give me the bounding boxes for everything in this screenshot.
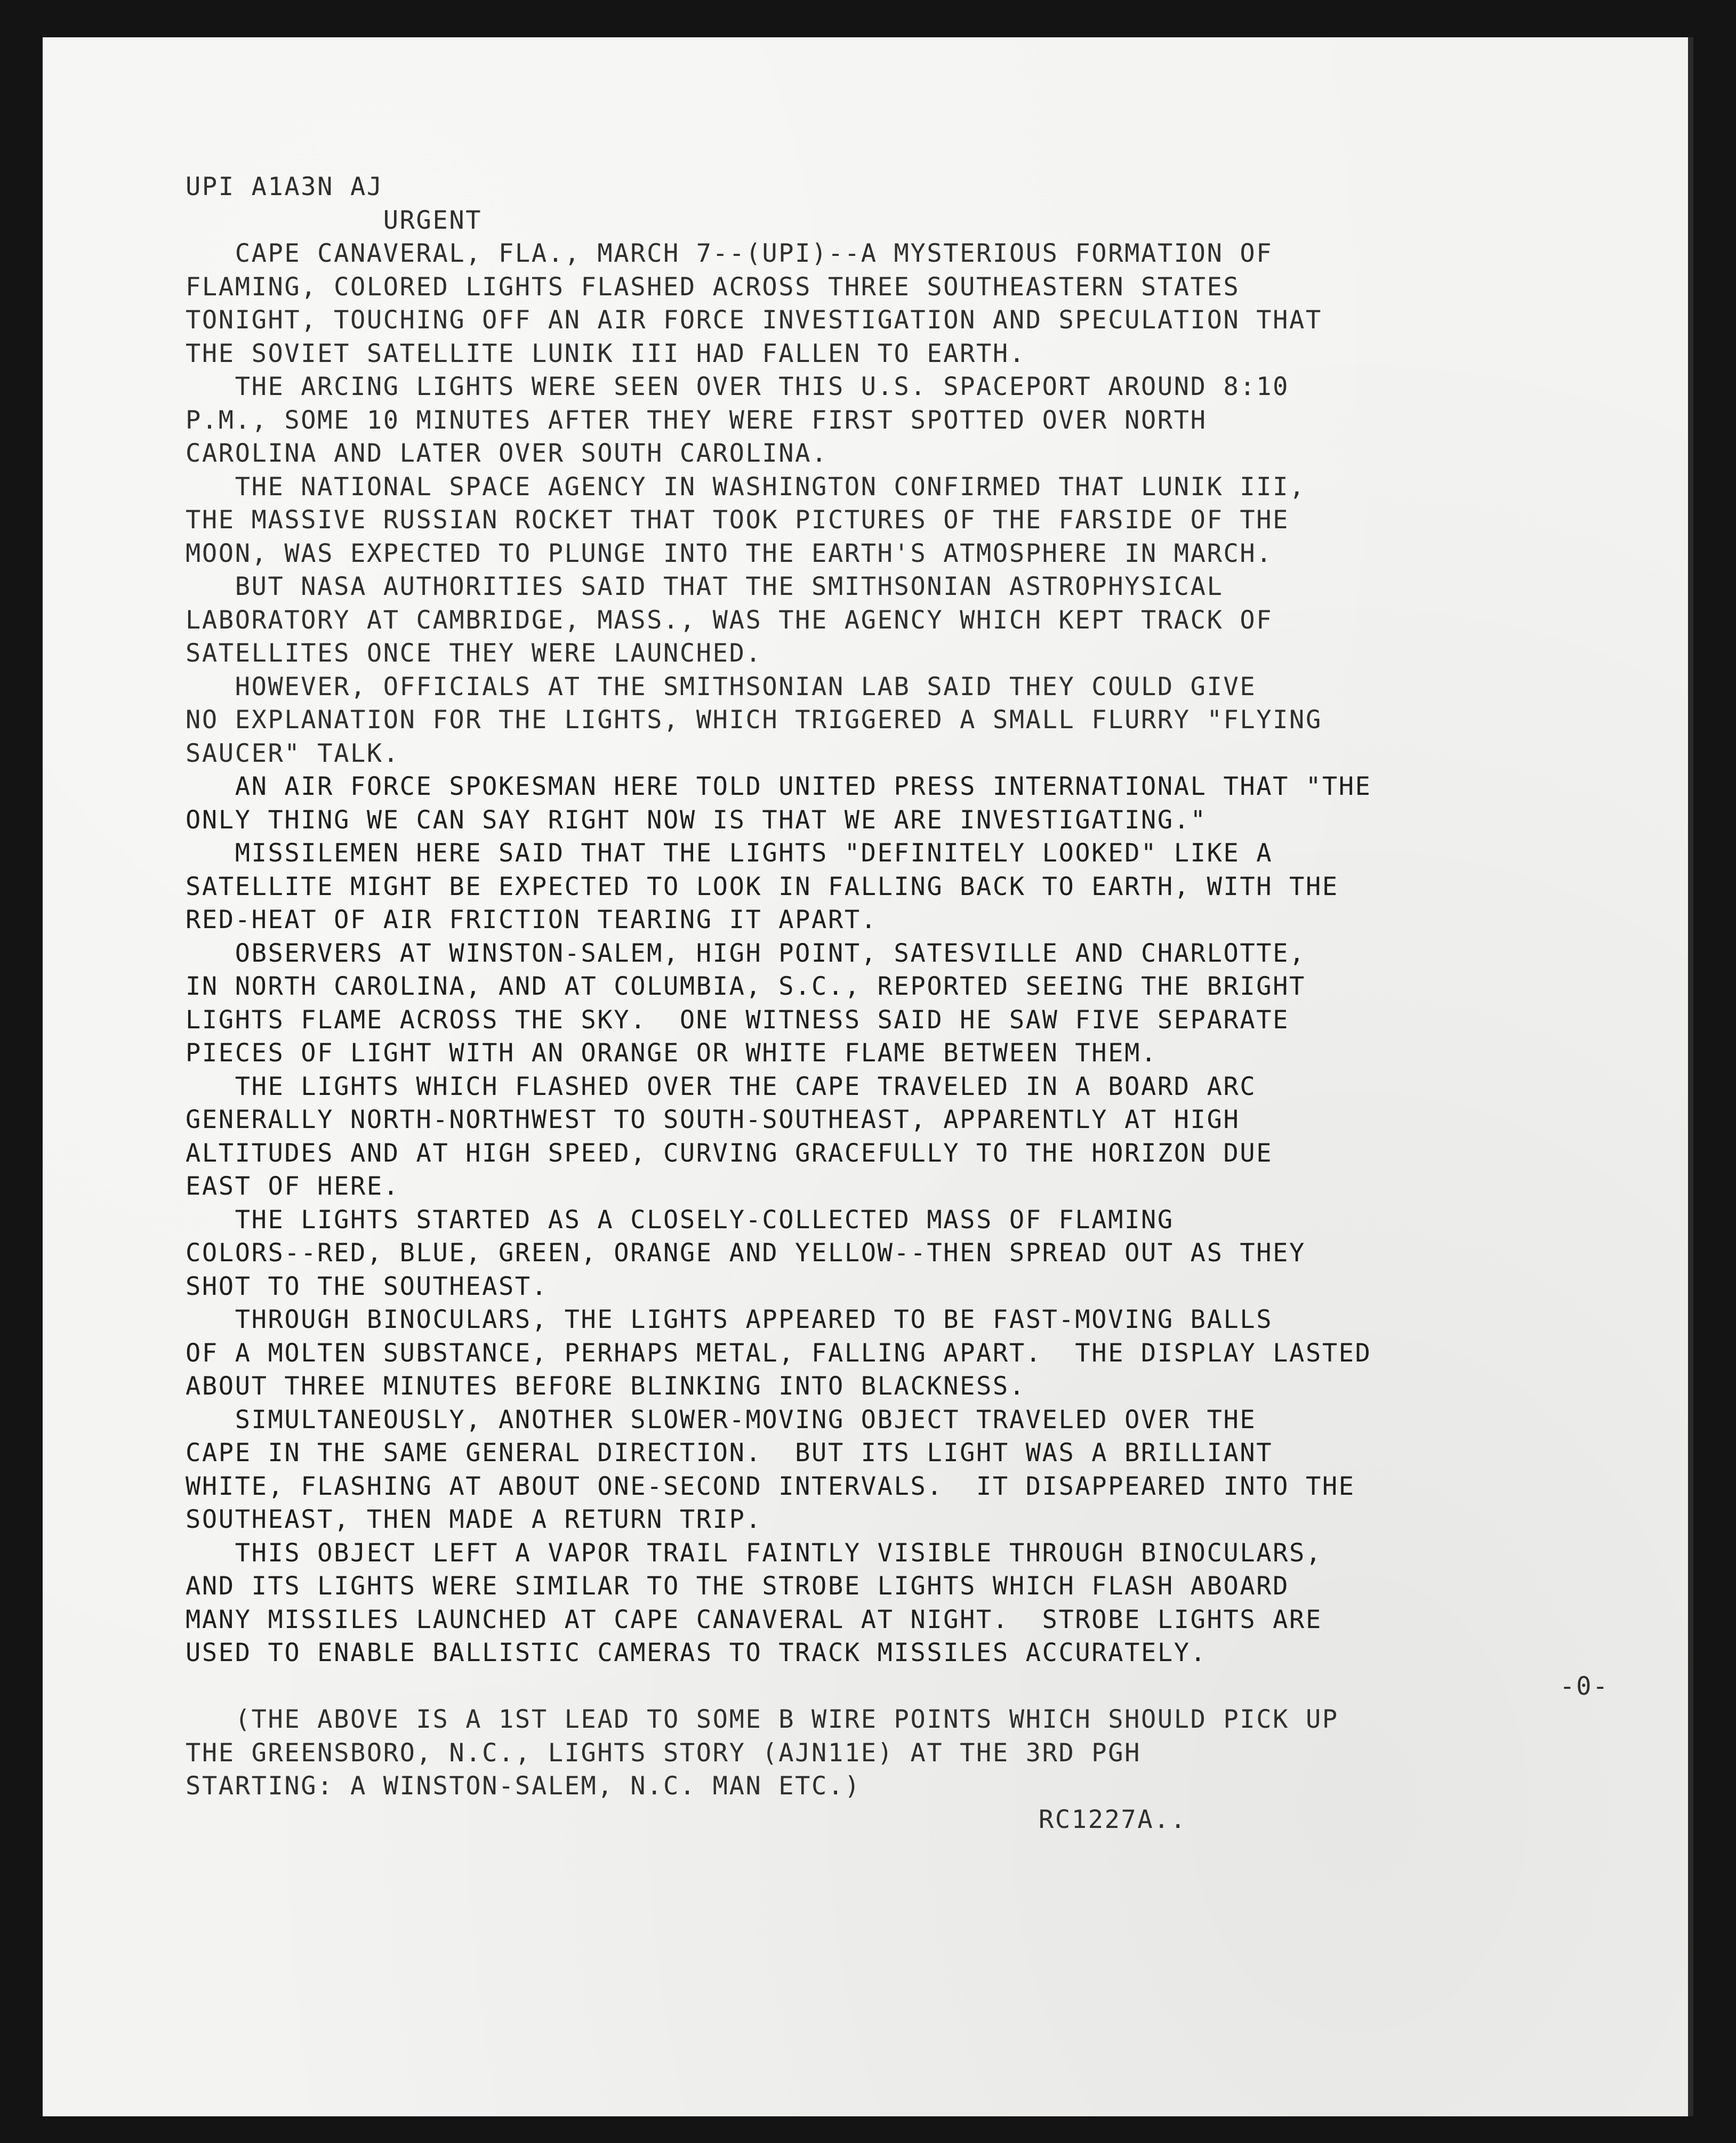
story-line: GENERALLY NORTH-NORTHWEST TO SOUTH-SOUTHEAST, APPARENTLY AT HIGH [186, 1105, 1240, 1134]
story-line: HOWEVER, OFFICIALS AT THE SMITHSONIAN LAB SAID THEY COULD GIVE [186, 672, 1257, 702]
story-body [186, 237, 1678, 1670]
priority-label: URGENT [186, 205, 483, 235]
story-line: MISSILEMEN HERE SAID THAT THE LIGHTS "DEFINITELY LOOKED" LIKE A [186, 839, 1273, 868]
story-line: THE LIGHTS STARTED AS A CLOSELY-COLLECTED MASS OF FLAMING [186, 1205, 1174, 1235]
story-line: COLORS--RED, BLUE, GREEN, ORANGE AND YELLOW--THEN SPREAD OUT AS THEY [186, 1238, 1306, 1268]
editor-note-line: STARTING: A WINSTON-SALEM, N.C. MAN ETC.) [186, 1771, 861, 1801]
story-line: PIECES OF LIGHT WITH AN ORANGE OR WHITE FLAME BETWEEN THEM. [186, 1038, 1158, 1068]
story-line: ALTITUDES AND AT HIGH SPEED, CURVING GRACEFULLY TO THE HORIZON DUE [186, 1138, 1273, 1168]
story-line: CAPE IN THE SAME GENERAL DIRECTION. BUT ITS LIGHT WAS A BRILLIANT [186, 1438, 1273, 1468]
story-line: MANY MISSILES LAUNCHED AT CAPE CANAVERAL AT NIGHT. STROBE LIGHTS ARE [186, 1605, 1322, 1634]
teletype-sheet [43, 37, 1693, 2116]
story-line: OBSERVERS AT WINSTON-SALEM, HIGH POINT, SATESVILLE AND CHARLOTTE, [186, 938, 1306, 968]
story-line: THIS OBJECT LEFT A VAPOR TRAIL FAINTLY VISIBLE THROUGH BINOCULARS, [186, 1538, 1322, 1568]
story-line: MOON, WAS EXPECTED TO PLUNGE INTO THE EARTH'S ATMOSPHERE IN MARCH. [186, 538, 1273, 568]
story-line: P.M., SOME 10 MINUTES AFTER THEY WERE FIRST SPOTTED OVER NORTH [186, 405, 1207, 435]
story-line: SOUTHEAST, THEN MADE A RETURN TRIP. [186, 1505, 762, 1534]
editor-note-line: (THE ABOVE IS A 1ST LEAD TO SOME B WIRE POINTS WHICH SHOULD PICK UP [186, 1705, 1339, 1734]
story-line: RED-HEAT OF AIR FRICTION TEARING IT APART. [186, 905, 878, 934]
story-line: ONLY THING WE CAN SAY RIGHT NOW IS THAT WE ARE INVESTIGATING." [186, 805, 1207, 835]
story-line: SHOT TO THE SOUTHEAST. [186, 1271, 548, 1301]
end-of-story-mark: -0- [1560, 1671, 1609, 1701]
story-line: SIMULTANEOUSLY, ANOTHER SLOWER-MOVING OBJECT TRAVELED OVER THE [186, 1405, 1257, 1435]
story-line: SATELLITES ONCE THEY WERE LAUNCHED. [186, 639, 762, 668]
story-line: THE SOVIET SATELLITE LUNIK III HAD FALLEN TO EARTH. [186, 339, 1026, 368]
story-line: NO EXPLANATION FOR THE LIGHTS, WHICH TRIGGERED A SMALL FLURRY "FLYING [186, 705, 1322, 735]
story-line: SAUCER" TALK. [186, 738, 400, 768]
story-line: AN AIR FORCE SPOKESMAN HERE TOLD UNITED PRESS INTERNATIONAL THAT "THE [186, 772, 1372, 801]
wire-story [186, 171, 1678, 1836]
story-line: FLAMING, COLORED LIGHTS FLASHED ACROSS THREE SOUTHEASTERN STATES [186, 272, 1240, 302]
story-line: OF A MOLTEN SUBSTANCE, PERHAPS METAL, FALLING APART. THE DISPLAY LASTED [186, 1338, 1372, 1368]
editor-note-line: THE GREENSBORO, N.C., LIGHTS STORY (AJN11E) AT THE 3RD PGH [186, 1738, 1141, 1768]
story-line: ABOUT THREE MINUTES BEFORE BLINKING INTO BLACKNESS. [186, 1372, 1026, 1401]
editor-note [186, 1703, 1678, 1803]
story-line: THROUGH BINOCULARS, THE LIGHTS APPEARED TO BE FAST-MOVING BALLS [186, 1305, 1273, 1334]
sign-off-code: RC1227A.. [1039, 1804, 1187, 1834]
story-line: LABORATORY AT CAMBRIDGE, MASS., WAS THE AGENCY WHICH KEPT TRACK OF [186, 605, 1273, 635]
story-line: LIGHTS FLAME ACROSS THE SKY. ONE WITNESS SAID HE SAW FIVE SEPARATE [186, 1005, 1290, 1035]
story-line: THE MASSIVE RUSSIAN ROCKET THAT TOOK PICTURES OF THE FARSIDE OF THE [186, 505, 1290, 535]
story-line: WHITE, FLASHING AT ABOUT ONE-SECOND INTERVALS. IT DISAPPEARED INTO THE [186, 1471, 1355, 1501]
story-line: AND ITS LIGHTS WERE SIMILAR TO THE STROBE LIGHTS WHICH FLASH ABOARD [186, 1572, 1290, 1601]
story-line: IN NORTH CAROLINA, AND AT COLUMBIA, S.C., REPORTED SEEING THE BRIGHT [186, 972, 1306, 1001]
story-line: BUT NASA AUTHORITIES SAID THAT THE SMITHSONIAN ASTROPHYSICAL [186, 572, 1224, 601]
story-line: EAST OF HERE. [186, 1172, 400, 1201]
story-line: THE ARCING LIGHTS WERE SEEN OVER THIS U.S. SPACEPORT AROUND 8:10 [186, 372, 1290, 401]
story-line: TONIGHT, TOUCHING OFF AN AIR FORCE INVESTIGATION AND SPECULATION THAT [186, 305, 1322, 335]
story-line: THE LIGHTS WHICH FLASHED OVER THE CAPE TRAVELED IN A BOARD ARC [186, 1072, 1257, 1101]
story-line: USED TO ENABLE BALLISTIC CAMERAS TO TRACK MISSILES ACCURATELY. [186, 1638, 1207, 1667]
wire-slug: UPI A1A3N AJ [186, 172, 383, 202]
story-line: SATELLITE MIGHT BE EXPECTED TO LOOK IN FALLING BACK TO EARTH, WITH THE [186, 872, 1339, 901]
story-line: CAPE CANAVERAL, FLA., MARCH 7--(UPI)--A MYSTERIOUS FORMATION OF [186, 239, 1273, 268]
story-line: THE NATIONAL SPACE AGENCY IN WASHINGTON CONFIRMED THAT LUNIK III, [186, 472, 1306, 502]
story-line: CAROLINA AND LATER OVER SOUTH CAROLINA. [186, 439, 828, 468]
